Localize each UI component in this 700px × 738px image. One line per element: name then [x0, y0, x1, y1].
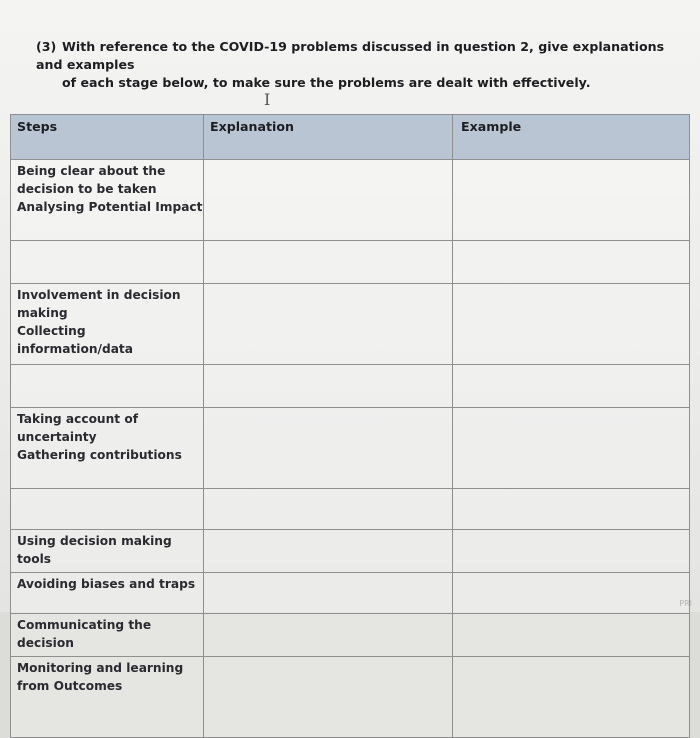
example-cell[interactable]: [453, 160, 690, 241]
step-text-line: Monitoring and learning: [17, 661, 184, 675]
steps-table: [10, 114, 690, 738]
text-cursor-icon: I: [264, 90, 271, 109]
example-cell[interactable]: [453, 614, 690, 657]
explanation-cell[interactable]: [204, 530, 453, 573]
step-text-line: Being clear about the: [17, 164, 166, 178]
step-text-line: uncertainty: [17, 430, 97, 444]
explanation-cell[interactable]: [204, 657, 453, 738]
table-row: [11, 160, 690, 241]
table-row: [11, 573, 690, 614]
step-text-line: Involvement in decision: [17, 288, 181, 302]
table-row: [11, 241, 690, 284]
header-explanation: Explanation: [204, 115, 453, 160]
step-text-line: Communicating the decision: [17, 618, 152, 650]
table-row: [11, 489, 690, 530]
step-text-line: making: [17, 306, 68, 320]
table-row: [11, 657, 690, 738]
explanation-cell[interactable]: [204, 408, 453, 489]
question-line-2: of each stage below, to make sure the problems are dealt with effectively.: [62, 75, 591, 90]
question-line-1: With reference to the COVID-19 problems discussed in question 2, give explanations and examples: [36, 39, 665, 72]
step-cell: [11, 657, 204, 738]
header-example: Example: [453, 115, 690, 160]
step-text-line: Using decision making tools: [17, 534, 172, 566]
step-text-line: decision to be taken: [17, 182, 157, 196]
example-cell[interactable]: [453, 408, 690, 489]
explanation-cell[interactable]: [204, 365, 453, 408]
table-row: [11, 365, 690, 408]
step-cell: [11, 365, 204, 408]
question-text: [36, 38, 686, 92]
step-cell: [11, 408, 204, 489]
table-row: [11, 530, 690, 573]
step-cell: [11, 530, 204, 573]
step-text-line: Taking account of: [17, 412, 139, 426]
step-cell: [11, 573, 204, 614]
explanation-cell[interactable]: [204, 573, 453, 614]
example-cell[interactable]: [453, 365, 690, 408]
header-steps: Steps: [11, 115, 204, 160]
step-cell: [11, 241, 204, 284]
example-cell[interactable]: [453, 573, 690, 614]
step-cell: [11, 160, 204, 241]
step-text-line: from Outcomes: [17, 679, 123, 693]
step-cell: [11, 614, 204, 657]
step-text-line: Gathering contributions: [17, 448, 182, 462]
question-number: (3): [36, 39, 57, 54]
explanation-cell[interactable]: [204, 489, 453, 530]
table-header-row: [11, 115, 690, 160]
example-cell[interactable]: [453, 657, 690, 738]
explanation-cell[interactable]: [204, 284, 453, 365]
step-cell: [11, 489, 204, 530]
table-row: [11, 408, 690, 489]
step-text-line: Collecting information/data: [17, 324, 133, 356]
explanation-cell[interactable]: [204, 241, 453, 284]
example-cell[interactable]: [453, 284, 690, 365]
example-cell[interactable]: [453, 489, 690, 530]
step-cell: [11, 284, 204, 365]
step-text-line: Avoiding biases and traps: [17, 577, 196, 591]
explanation-cell[interactable]: [204, 614, 453, 657]
corner-mark: PRI: [679, 599, 692, 608]
table-row: [11, 284, 690, 365]
example-cell[interactable]: [453, 530, 690, 573]
step-text-line: Analysing Potential Impact: [17, 200, 203, 214]
table-row: [11, 614, 690, 657]
explanation-cell[interactable]: [204, 160, 453, 241]
example-cell[interactable]: [453, 241, 690, 284]
